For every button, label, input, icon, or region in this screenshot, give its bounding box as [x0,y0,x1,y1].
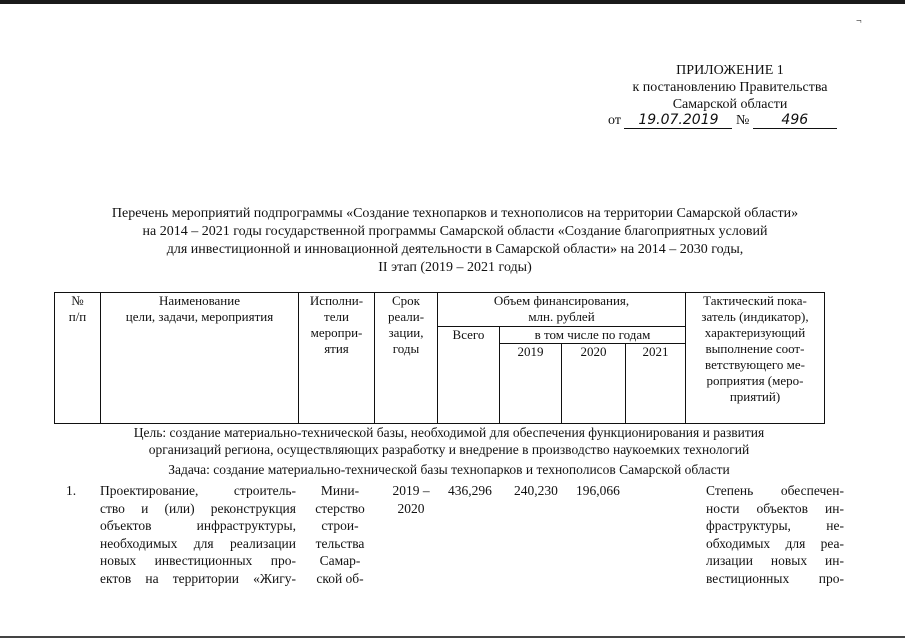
goal-line-1: Цель: создание материально-технической базы, необходимой для обеспечения функционирования и развития [133,425,765,440]
handwritten-number: 496 [753,112,837,129]
bottom-scan-edge [0,636,905,638]
title-line-1: Перечень мероприятий подпрограммы «Создание технопарков и технополисов на территории Самарской области» [111,206,799,221]
goal-line-2: организаций региона, осуществляющих разработку и внедрение в производство наукоемких технологий [148,442,750,457]
col-header-funding: Объем финансирования, млн. рублей [438,293,686,327]
col-header-name: Наименование цели, задачи, мероприятия [101,293,299,424]
goal-text [54,424,844,458]
col-header-2019: 2019 [500,344,562,424]
top-scan-edge [0,0,905,4]
appendix-title: ПРИЛОЖЕНИЕ 1 [676,63,784,78]
task-text: Задача: создание материально-технической базы технопарков и технополисов Самарской области [168,462,730,477]
handwritten-date: 19.07.2019 [624,112,732,129]
document-title [40,205,870,277]
measures-table-header [54,292,825,424]
appendix-line-2: Самарской области [672,97,788,112]
col-header-number: № п/п [55,293,101,424]
col-header-term: Срок реали- зации, годы [375,293,438,424]
row-1-number: 1. [66,483,77,498]
col-header-indicator: Тактический пока- затель (индикатор), характеризующий выполнение соот- ветствующего ме- роприятия (меро- приятий) [686,293,825,424]
row-1-executor: Мини- стерство строи- тельства Самар- ской об- [315,483,365,586]
title-line-4: II этап (2019 – 2021 годы) [378,260,532,275]
title-line-3: для инвестиционной и инновационной деятельности в Самарской области» на 2014 – 2030 годы, [166,242,744,257]
col-header-by-years: в том числе по годам [500,327,686,344]
appendix-line-1: к постановлению Правительства [632,80,828,95]
appendix-block [600,62,860,113]
row-1-term: 2019 – 2020 [392,483,430,516]
col-header-2020: 2020 [562,344,626,424]
corner-mark: ¬ [856,16,862,27]
row-1-name: Проектирование, строитель- ство и (или) реконструкция объектов инфраструктуры, необходимых для реализации новых инвестиционных про- ектов на территории «Жигу- [100,483,296,586]
row-1-2020: 196,066 [576,483,620,498]
row-1-indicator: Степень обеспечен- ности объектов ин- фраструктуры, не- обходимых для реа- лизации новых ин- вестиционных про- [706,483,844,586]
number-label: № [735,113,750,128]
appendix-date-line [608,112,837,129]
from-label: от [608,113,621,128]
col-header-total: Всего [438,327,500,424]
col-header-executor: Исполни- тели меропри- ятия [299,293,375,424]
row-1-total: 436,296 [448,483,492,498]
title-line-2: на 2014 – 2021 годы государственной программы Самарской области «Создание благоприятных условий [142,224,768,239]
col-header-2021: 2021 [626,344,686,424]
row-1-2019: 240,230 [514,483,558,498]
